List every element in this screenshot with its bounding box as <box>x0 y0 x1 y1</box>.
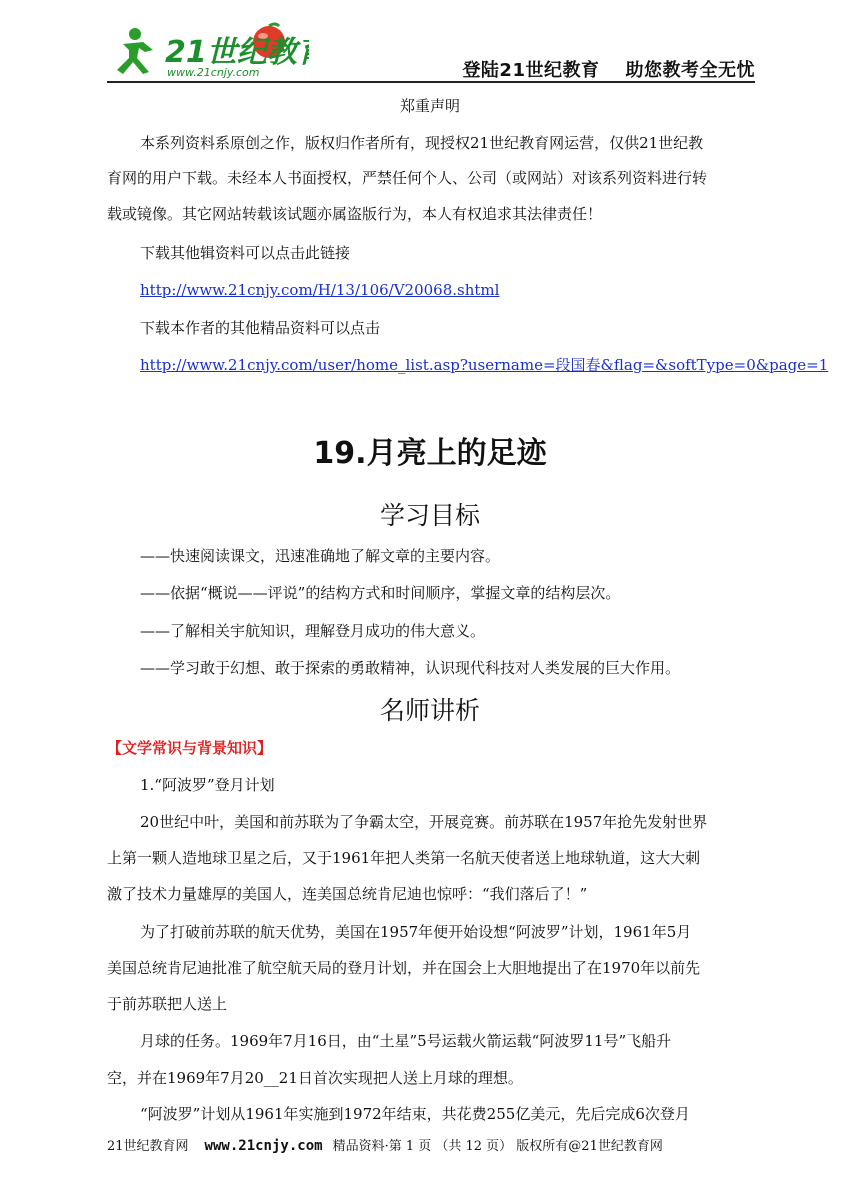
lesson-title: 19.月亮上的足迹 <box>313 436 547 471</box>
header-slogan-right: 助您教考全无忧 <box>625 60 755 81</box>
notice-para-line: 载或镜像。其它网站转载该试题亦属盗版行为，本人有权追求其法律责任！ <box>107 205 603 223</box>
body-line: “阿波罗”计划从1961年实施到1972年结束，共花费255亿美元，先后完成6次登月 <box>140 1105 690 1123</box>
download-other-label: 下载其他辑资料可以点击此链接 <box>140 244 351 262</box>
body-line: 月球的任务。1969年7月16日，由“土星”5号运载火箭运载“阿波罗11号”飞船升 <box>140 1032 672 1050</box>
goal-item: ——了解相关宇航知识，理解登月成功的伟大意义。 <box>140 622 486 640</box>
section-label: 【文学常识与背景知识】 <box>107 739 273 757</box>
header-divider <box>107 81 755 83</box>
body-line: 为了打破前苏联的航天优势，美国在1957年便开始设想“阿波罗”计划，1961年5月 <box>140 923 692 941</box>
header-slogan <box>462 56 755 82</box>
svg-text:21世纪教育: 21世纪教 <box>165 35 297 70</box>
analysis-heading: 名师讲析 <box>379 696 480 725</box>
logo-graphic <box>109 22 309 80</box>
download-other-link[interactable]: http://www.21cnjy.com/H/13/106/V20068.shtml <box>140 281 500 299</box>
goal-item: ——依据“概说——评说”的结构方式和时间顺序，掌握文章的结构层次。 <box>140 584 621 602</box>
body-line: 激了技术力量雄厚的美国人，连美国总统肯尼迪也惊呼：“我们落后了！” <box>107 885 588 903</box>
body-line: 于前苏联把人送上 <box>107 995 228 1013</box>
body-line: 上第一颗人造地球卫星之后，又于1961年把人类第一名航天使者送上地球轨道，这大大刺 <box>107 849 701 867</box>
download-author-link[interactable]: http://www.21cnjy.com/user/home_list.asp?username=段国春&flag=&softType=0&page=1 <box>140 356 829 374</box>
svg-text:www.21cnjy.com: www.21cnjy.com <box>167 66 260 79</box>
goals-heading: 学习目标 <box>379 501 480 530</box>
goal-item: ——学习敢于幻想、敢于探索的勇敢精神，认识现代科技对人类发展的巨大作用。 <box>140 659 681 677</box>
goal-item: ——快速阅读课文，迅速准确地了解文章的主要内容。 <box>140 547 501 565</box>
footer-site-link[interactable]: www.21cnjy.com <box>204 1138 323 1154</box>
body-line: 美国总统肯尼迪批准了航空航天局的登月计划，并在国会上大胆地提出了在1970年以前先 <box>107 959 701 977</box>
page-footer <box>107 1137 663 1156</box>
notice-para-line: 本系列资料系原创之作，版权归作者所有，现授权21世纪教育网运营，仅供21世纪教 <box>140 134 704 152</box>
download-author-label: 下载本作者的其他精品资料可以点击 <box>140 319 381 337</box>
footer-right: 精品资料·第 1 页 （共 12 页） 版权所有@21世纪教育网 <box>332 1139 663 1154</box>
notice-para-line: 育网的用户下载。未经本人书面授权，严禁任何个人、公司（或网站）对该系列资料进行转 <box>107 169 708 187</box>
body-line: 20世纪中叶，美国和前苏联为了争霸太空，开展竞赛。前苏联在1957年抢先发射世界 <box>140 813 708 831</box>
notice-title: 郑重声明 <box>399 97 460 115</box>
page-header <box>107 22 755 82</box>
footer-left: 21世纪教育网 <box>107 1139 189 1154</box>
item-title: 1.“阿波罗”登月计划 <box>140 776 275 794</box>
header-slogan-left: 登陆21世纪教育 <box>462 60 600 81</box>
site-logo[interactable] <box>109 22 309 80</box>
body-line: 空，并在1969年7月20__21日首次实现把人送上月球的理想。 <box>107 1069 523 1087</box>
